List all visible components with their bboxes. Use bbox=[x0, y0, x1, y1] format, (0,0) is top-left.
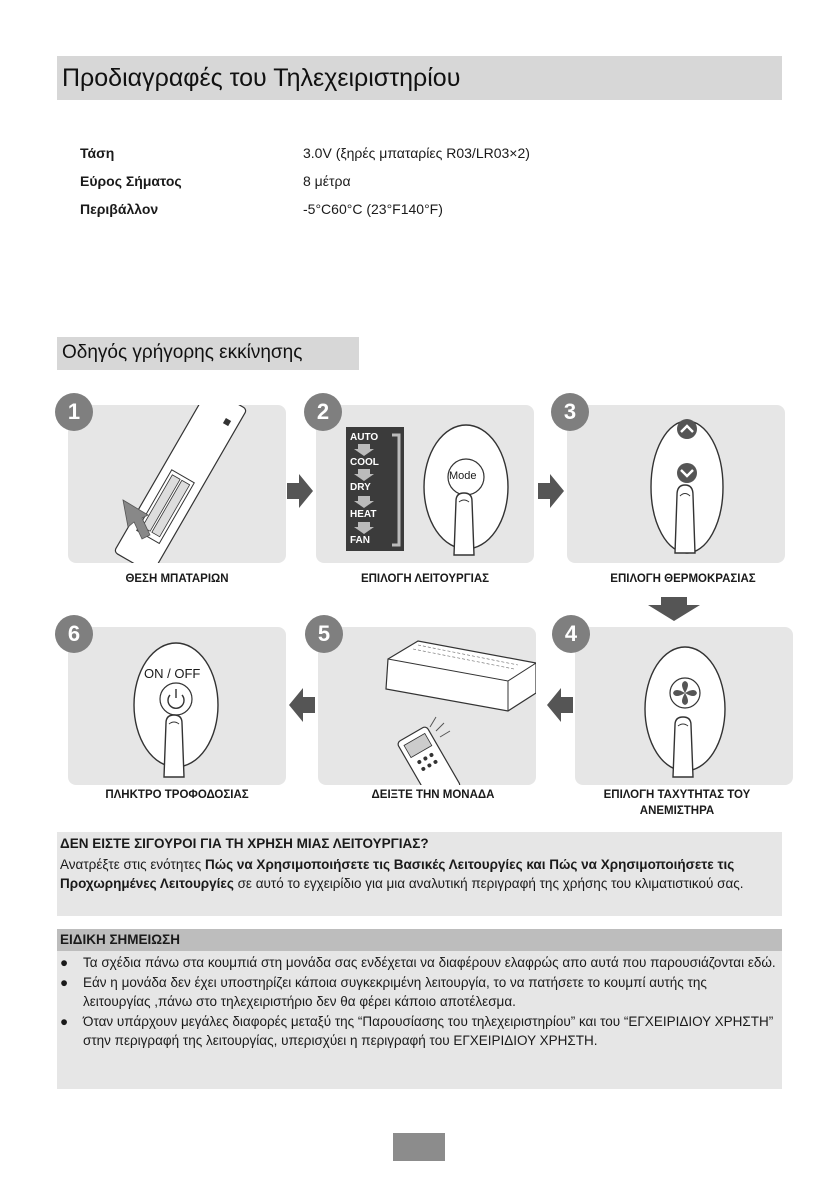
fan-icon bbox=[670, 678, 700, 708]
title-bar bbox=[57, 56, 782, 100]
note-text: Τα σχέδια πάνω στα κουμπιά στη μονάδα σας ενδέχεται να διαφέρουν ελαφρώς απο αυτά που παρουσιάζονται εδώ. bbox=[83, 955, 776, 970]
special-note-list bbox=[57, 953, 777, 1051]
step-card-3 bbox=[567, 405, 785, 563]
spec-value: 3.0V (ξηρές μπαταρίες R03/LR03×2) bbox=[303, 145, 530, 161]
specs-table bbox=[80, 145, 680, 229]
battery-remote-illustration bbox=[68, 405, 286, 563]
quick-start-title-bar bbox=[57, 337, 359, 370]
mode-cool: COOL bbox=[350, 457, 379, 468]
spec-row bbox=[80, 145, 680, 173]
arrow-icon bbox=[547, 688, 573, 722]
info-text-bold: Πώς να Χρησιμοποιήσετε τις Βασικές Λειτουργίες και Πώς να Χρησιμοποιήσετε τις Προχωρημένες Λειτουργίες bbox=[60, 857, 735, 891]
special-note-header bbox=[57, 929, 782, 951]
special-note-box bbox=[57, 929, 782, 1089]
step-caption-6: ΠΛΗΚΤΡΟ ΤΡΟΦΟΔΟΣΙΑΣ bbox=[105, 789, 249, 801]
spec-value: 8 μέτρα bbox=[303, 173, 351, 189]
arrow-icon bbox=[289, 688, 315, 722]
list-item bbox=[57, 973, 777, 1012]
spec-row bbox=[80, 173, 680, 201]
step-badge-1: 1 bbox=[55, 393, 93, 431]
list-item bbox=[57, 1012, 777, 1051]
step-caption-5: ΔΕΙΞΤΕ ΤΗΝ ΜΟΝΑΔΑ bbox=[371, 789, 495, 801]
arrow-icon bbox=[287, 474, 313, 508]
step-badge-4: 4 bbox=[552, 615, 590, 653]
step-badge-2: 2 bbox=[304, 393, 342, 431]
info-text bbox=[60, 855, 775, 893]
step-badge-6: 6 bbox=[55, 615, 93, 653]
info-text-before: Ανατρέξτε στις ενότητες bbox=[60, 857, 205, 872]
bullet-icon: ● bbox=[60, 974, 69, 990]
step-badge-3: 3 bbox=[551, 393, 589, 431]
step-card-2 bbox=[316, 405, 534, 563]
bullet-icon: ● bbox=[60, 955, 69, 970]
step-caption-3: ΕΠΙΛΟΓΗ ΘΕΡΜΟΚΡΑΣΙΑΣ bbox=[610, 573, 756, 585]
temperature-buttons-illustration bbox=[567, 405, 785, 563]
info-box bbox=[57, 832, 782, 916]
mode-button-label: Mode bbox=[449, 470, 477, 482]
mode-button-illustration bbox=[316, 405, 534, 563]
step-badge-5: 5 bbox=[305, 615, 343, 653]
step-caption-4 bbox=[557, 787, 797, 819]
special-note-title: ΕΙΔΙΚΗ ΣΗΜΕΙΩΣΗ bbox=[60, 932, 180, 947]
step-caption-1: ΘΕΣΗ ΜΠΑΤΑΡΙΩΝ bbox=[125, 573, 229, 585]
page-number-tab bbox=[393, 1133, 445, 1161]
spec-label: Τάση bbox=[80, 145, 115, 161]
spec-value: -5°C60°C (23°F140°F) bbox=[303, 201, 443, 217]
list-item bbox=[57, 953, 777, 973]
arrow-icon bbox=[648, 597, 700, 621]
power-button-label: ON / OFF bbox=[144, 666, 201, 681]
step-caption-2: ΕΠΙΛΟΓΗ ΛΕΙΤΟΥΡΓΙΑΣ bbox=[360, 573, 490, 585]
power-button-illustration bbox=[68, 627, 286, 785]
chevron-up-icon bbox=[677, 419, 697, 439]
step-card-4 bbox=[575, 627, 793, 785]
bullet-icon: ● bbox=[60, 1013, 69, 1029]
quick-start-title: Οδηγός γρήγορης εκκίνησης bbox=[62, 342, 303, 363]
step-card-1 bbox=[68, 405, 286, 563]
mode-fan: FAN bbox=[350, 535, 370, 546]
fan-button-illustration bbox=[575, 627, 793, 785]
spec-row bbox=[80, 201, 680, 229]
step-caption-4-line2: ΑΝΕΜΙΣΤΗΡΑ bbox=[639, 805, 715, 817]
mode-dry: DRY bbox=[350, 482, 371, 493]
spec-label: Εύρος Σήματος bbox=[80, 173, 182, 189]
chevron-down-icon bbox=[677, 463, 697, 483]
step-card-5 bbox=[318, 627, 536, 785]
spec-label: Περιβάλλον bbox=[80, 201, 159, 217]
info-text-after: σε αυτό το εγχειρίδιο για μια αναλυτική περιγραφή της χρήσης του κλιματιστικού σας. bbox=[233, 876, 744, 891]
page-title: Προδιαγραφές του Τηλεχειριστηρίου bbox=[62, 64, 461, 92]
indoor-unit-illustration bbox=[318, 627, 536, 785]
step-card-6 bbox=[68, 627, 286, 785]
power-icon bbox=[160, 683, 192, 715]
step-caption-4-line1: ΕΠΙΛΟΓΗ ΤΑΧΥΤΗΤΑΣ ΤΟΥ bbox=[603, 789, 751, 801]
note-text: Εάν η μονάδα δεν έχει υποστηρίζει κάποια συγκεκριμένη λειτουργία, το να πατήσετε το κουμπί αυτής της λειτουργίας ,πάνω στο τηλεχειριστήριο δεν θα φέρει κάποιο αποτέλεσμα. bbox=[83, 974, 707, 1009]
note-text: Όταν υπάρχουν μεγάλες διαφορές μεταξύ της “Παρουσίασης του τηλεχειριστηρίου” και του “ΕΓΧΕΙΡΙΔΙΟΥ ΧΡΗΣΤΗ” στην περιγραφή της λειτουργίας, υπερισχύει η περιγραφή του ΕΓΧΕΙΡΙΔΙΟΥ ΧΡΗΣΤΗ. bbox=[83, 1013, 774, 1048]
arrow-icon bbox=[538, 474, 564, 508]
info-title: ΔΕΝ ΕΙΣΤΕ ΣΙΓΟΥΡΟΙ ΓΙΑ ΤΗ ΧΡΗΣΗ ΜΙΑΣ ΛΕΙΤΟΥΡΓΙΑΣ? bbox=[60, 836, 429, 851]
mode-auto: AUTO bbox=[350, 432, 379, 443]
mode-heat: HEAT bbox=[350, 509, 377, 520]
